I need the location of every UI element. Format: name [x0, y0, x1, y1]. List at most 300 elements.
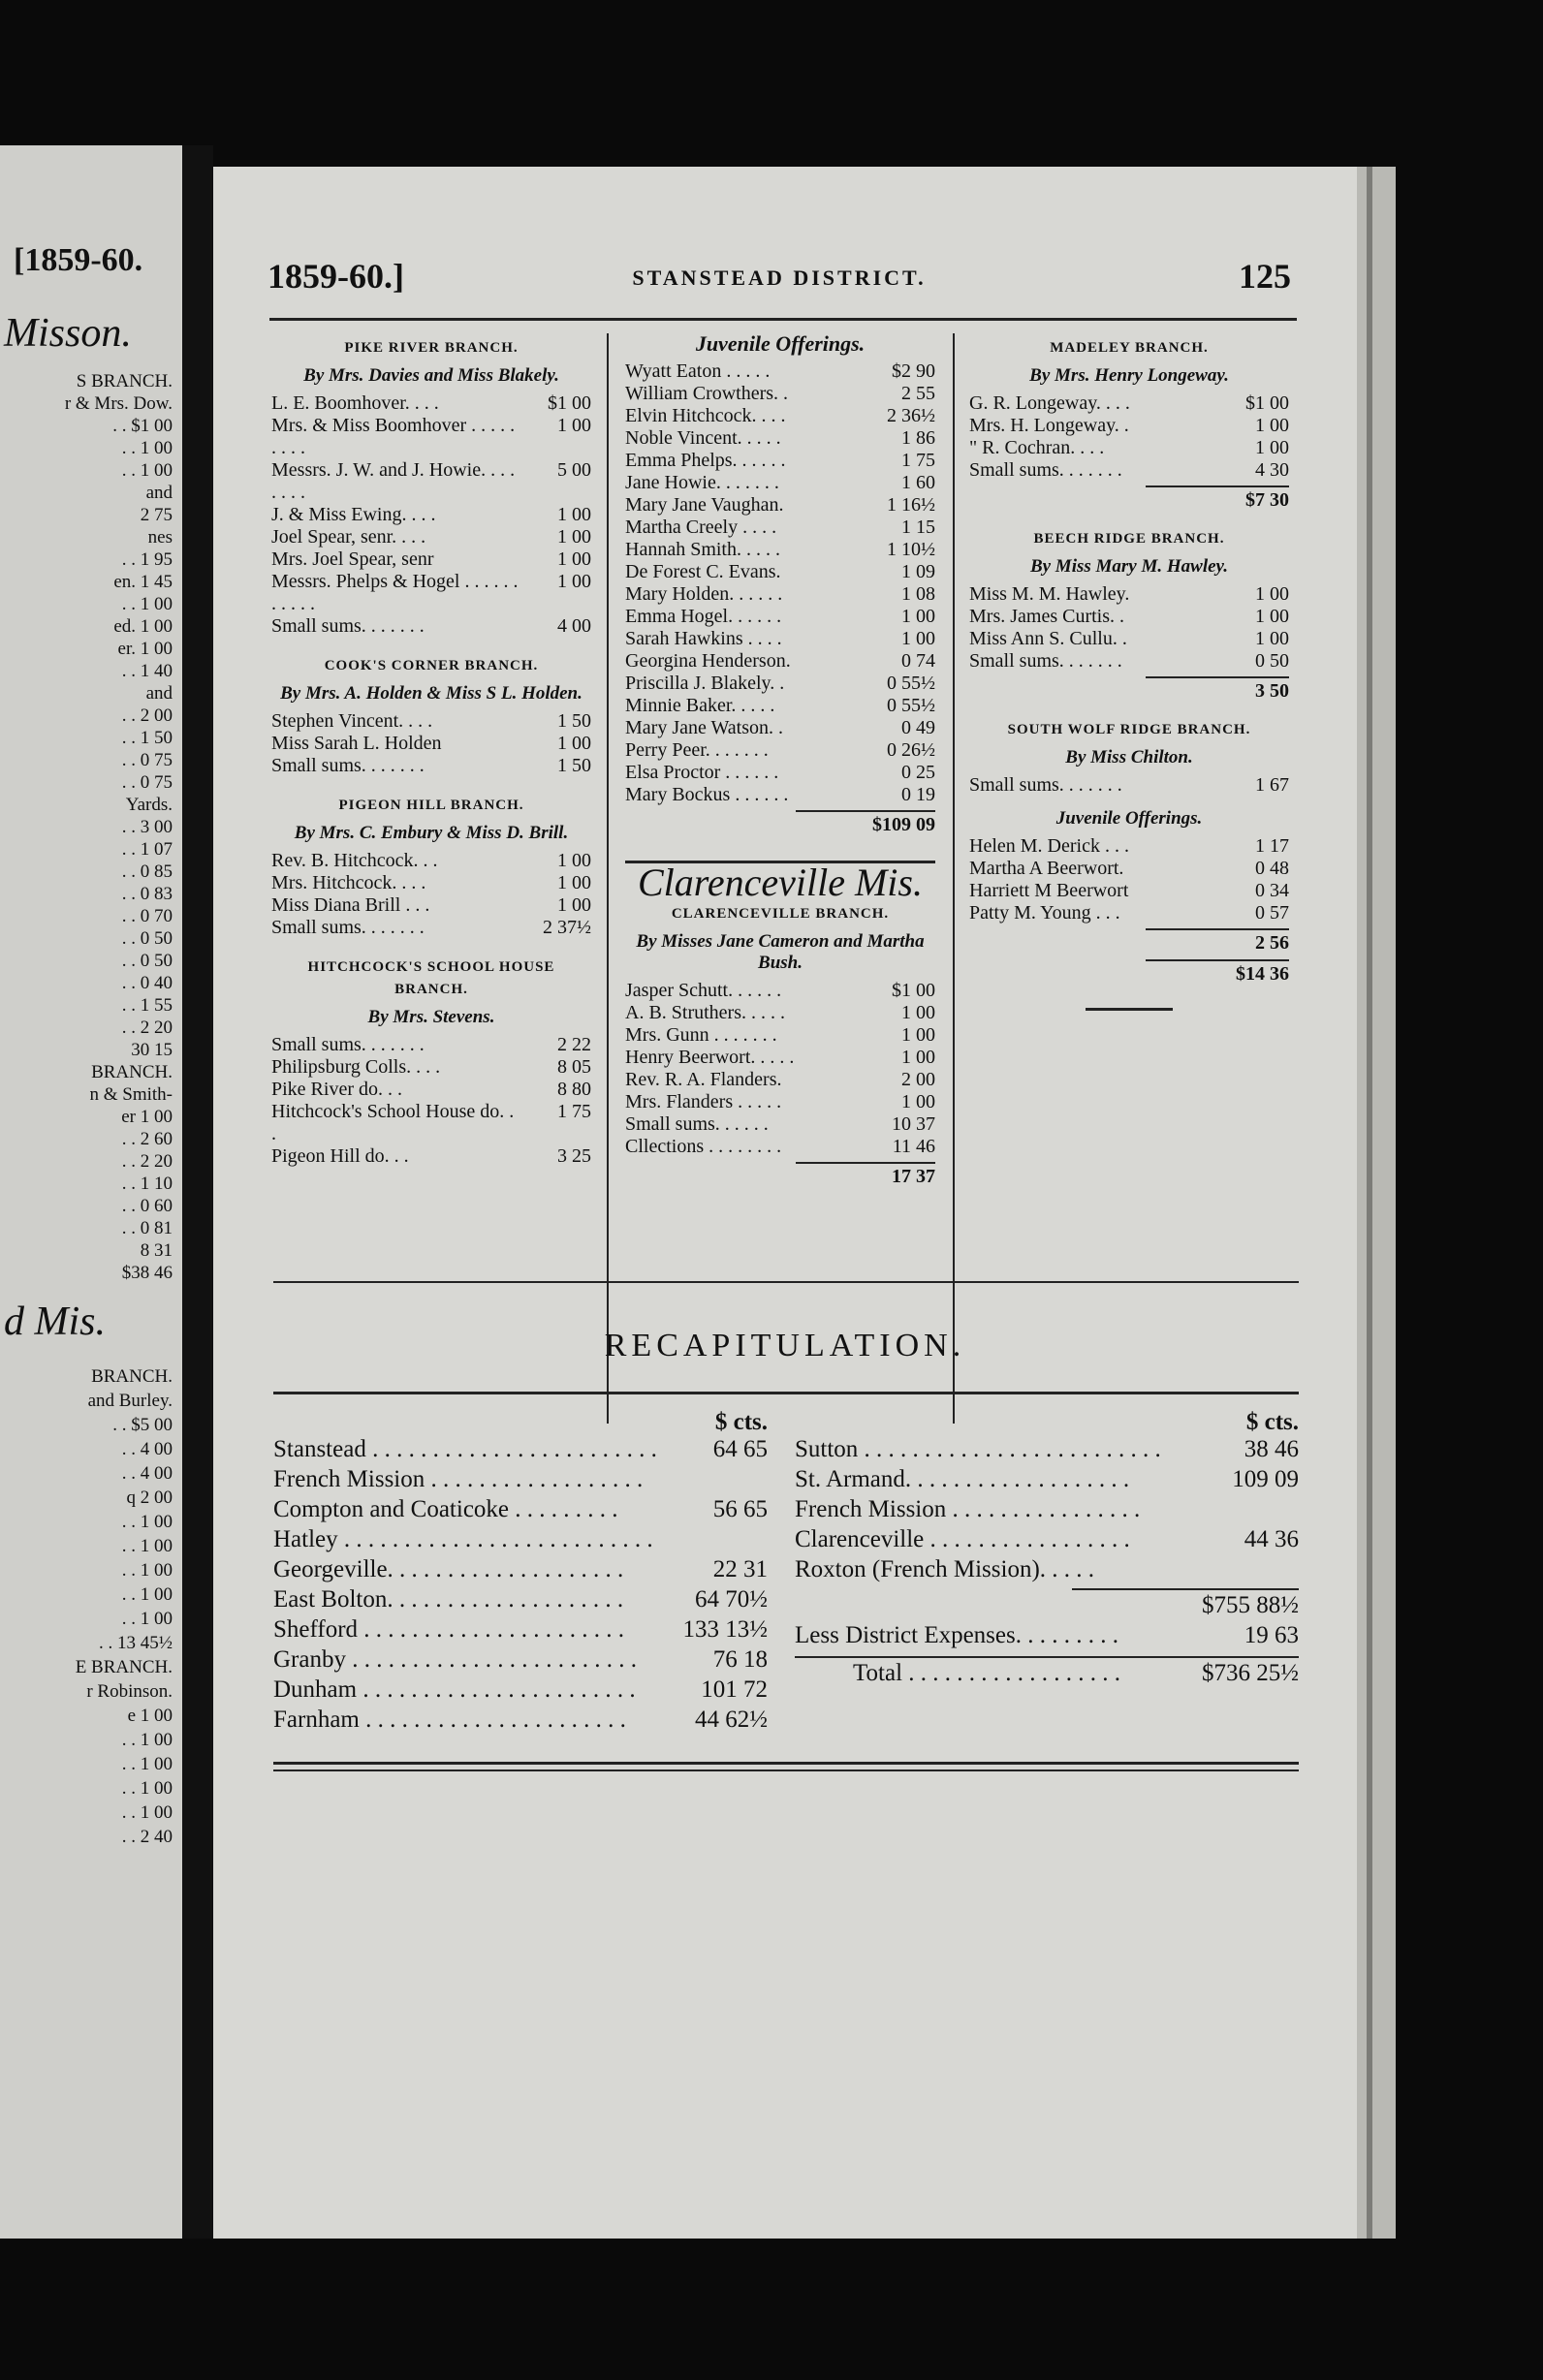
entry-name: Patty M. Young . . . — [969, 902, 1120, 924]
recap-name: French Mission . . . . . . . . . . . . . . . . . . — [273, 1466, 644, 1492]
facing-page-line: 8 31 — [140, 1240, 173, 1261]
entry-name: Mrs. Flanders . . . . . — [625, 1091, 782, 1112]
entry-amount: 0 74 — [901, 650, 935, 672]
recap-amount: 22 31 — [712, 1556, 768, 1582]
facing-page-line: . . 1 00 — [121, 1778, 173, 1799]
facing-page-line: 30 15 — [131, 1040, 173, 1060]
recap-row — [795, 1464, 1299, 1494]
entry-row — [271, 733, 591, 755]
entry-amount: 0 57 — [1255, 902, 1289, 924]
entry-name: Cllections . . . . . . . . — [625, 1136, 782, 1157]
facing-page-line: . . 1 10 — [121, 1174, 173, 1194]
branch-heading: CLARENCEVILLE BRANCH. — [671, 906, 890, 922]
recap-name: East Bolton. . . . . . . . . . . . . . . . . . . . — [273, 1586, 624, 1613]
facing-page-title-2: d Mis. — [4, 1300, 106, 1344]
entry-row — [969, 606, 1289, 628]
recap-name: Hatley . . . . . . . . . . . . . . . . . . . . . . . . . . — [273, 1526, 653, 1552]
entry-name: Miss M. M. Hawley. — [969, 583, 1130, 605]
facing-page-line: . . 2 60 — [121, 1129, 173, 1149]
entry-row — [625, 1091, 935, 1113]
entry-name: Pike River do. . . — [271, 1079, 402, 1100]
facing-page-line: r & Mrs. Dow. — [64, 393, 173, 414]
entry-row — [625, 1047, 935, 1069]
recap-name: Total . . . . . . . . . . . . . . . . . . — [853, 1660, 1121, 1686]
section-spacer — [271, 638, 591, 651]
entry-amount: 1 00 — [901, 606, 935, 627]
entry-amount: 10 37 — [892, 1113, 935, 1135]
entry-amount: 2 36½ — [887, 405, 935, 426]
entry-amount: 4 30 — [1255, 459, 1289, 481]
entry-amount: 1 50 — [557, 755, 591, 776]
facing-page-line: and — [145, 483, 173, 503]
entry-name: Small sums. . . . . . — [625, 1113, 769, 1135]
entry-amount: 2 37½ — [543, 917, 591, 938]
entry-name: Rev. R. A. Flanders. — [625, 1069, 782, 1090]
section-spacer — [969, 797, 1289, 808]
entry-name: Small sums. . . . . . . — [271, 615, 425, 637]
branch-collector: By Miss Mary M. Hawley. — [1029, 556, 1229, 577]
entry-name: Jasper Schutt. . . . . . — [625, 980, 782, 1001]
facing-page-line: . . 1 00 — [121, 1560, 173, 1581]
entry-amount: 1 75 — [901, 450, 935, 471]
facing-page-lines-2 — [4, 1364, 173, 1849]
branch-collector: By Mrs. Henry Longeway. — [1029, 365, 1229, 386]
entry-name: Miss Sarah L. Holden — [271, 733, 442, 754]
facing-page-line: nes — [147, 527, 173, 548]
entry-name: Small sums. . . . . . . — [969, 774, 1122, 796]
branch-collector: By Mrs. Davies and Miss Blakely. — [303, 365, 559, 386]
facing-page-line: en. 1 45 — [113, 572, 173, 592]
recap-row — [273, 1494, 768, 1524]
entry-row — [271, 917, 591, 939]
facing-page-line: BRANCH. — [91, 1062, 173, 1082]
entry-name: Mrs. & Miss Boomhover . . . . . . . . . — [271, 415, 516, 458]
entry-name: Philipsburg Colls. . . . — [271, 1056, 441, 1078]
entry-name: Mrs. James Curtis. . — [969, 606, 1124, 627]
entry-name: Noble Vincent. . . . . — [625, 427, 781, 449]
entry-amount: 1 00 — [557, 850, 591, 871]
header-years: 1859-60.] — [268, 257, 404, 296]
column-divider-1 — [607, 333, 609, 1424]
entry-name: Mary Bockus . . . . . . — [625, 784, 789, 805]
entry-row — [625, 450, 935, 472]
entry-row — [625, 472, 935, 494]
entry-amount: 1 00 — [901, 1091, 935, 1112]
entry-amount: 0 19 — [901, 784, 935, 805]
recap-name: Compton and Coaticoke . . . . . . . . . — [273, 1496, 618, 1522]
recap-amount: 44 62½ — [695, 1707, 768, 1733]
facing-page-fragment — [0, 145, 182, 2239]
entry-row — [625, 762, 935, 784]
entry-amount: 1 86 — [901, 427, 935, 449]
entry-name: Messrs. J. W. and J. Howie. . . . . . . . — [271, 459, 516, 503]
entry-amount: 5 00 — [557, 459, 591, 481]
entry-row — [271, 615, 591, 638]
entry-row — [625, 494, 935, 517]
entry-amount: 1 00 — [557, 571, 591, 592]
recap-name: Georgeville. . . . . . . . . . . . . . . . . . . . — [273, 1556, 624, 1582]
entry-name: Miss Ann S. Cullu. . — [969, 628, 1127, 649]
facing-page-line: . . 0 50 — [121, 951, 173, 971]
recap-name: Granby . . . . . . . . . . . . . . . . . . . . . . . . — [273, 1646, 637, 1673]
recap-top-rule — [273, 1281, 1299, 1283]
facing-page-lines — [4, 370, 173, 1284]
facing-page-line: . . 2 00 — [121, 705, 173, 726]
facing-page-line: . . 2 40 — [121, 1827, 173, 1847]
section-spacer — [969, 704, 1289, 715]
entry-amount: 0 34 — [1255, 880, 1289, 901]
branch-collector: By Mrs. Stevens. — [367, 1007, 495, 1027]
page-number: 125 — [1239, 257, 1291, 296]
recap-less-row — [795, 1620, 1299, 1650]
recap-amount: 76 18 — [712, 1646, 768, 1673]
entry-amount: 1 67 — [1255, 774, 1289, 796]
facing-page-line: ed. 1 00 — [113, 616, 173, 637]
entry-name: Elvin Hitchcock. . . . — [625, 405, 786, 426]
entry-row — [625, 695, 935, 717]
recap-name: Stanstead . . . . . . . . . . . . . . . . . . . . . . . . — [273, 1436, 657, 1462]
entry-row — [271, 392, 591, 415]
branch-collector: By Mrs. A. Holden & Miss S L. Holden. — [280, 683, 583, 704]
entry-row — [625, 606, 935, 628]
entry-name: Priscilla J. Blakely. . — [625, 673, 785, 694]
facing-page-line: . . 1 55 — [121, 995, 173, 1016]
entry-amount: $1 00 — [1245, 392, 1289, 414]
facing-page-line: . . 1 00 — [121, 1536, 173, 1556]
recap-name: Shefford . . . . . . . . . . . . . . . . . . . . . . — [273, 1616, 625, 1643]
branch-heading: MADELEY BRANCH. — [1050, 340, 1209, 356]
entry-row — [969, 650, 1289, 673]
entry-name: Henry Beerwort. . . . . — [625, 1047, 795, 1068]
recap-name: Dunham . . . . . . . . . . . . . . . . . . . . . . . — [273, 1676, 636, 1703]
entry-row — [625, 980, 935, 1002]
entry-amount: 0 49 — [901, 717, 935, 738]
entry-row — [271, 850, 591, 872]
entry-amount: 1 00 — [557, 548, 591, 570]
entry-name: Small sums. . . . . . . — [271, 1034, 425, 1055]
entry-name: Mrs. Gunn . . . . . . . — [625, 1024, 777, 1046]
entry-amount: 0 48 — [1255, 858, 1289, 879]
section-total-amount: 17 37 — [892, 1166, 935, 1187]
entry-row — [625, 784, 935, 806]
recap-total-row — [795, 1656, 1299, 1688]
entry-row — [969, 858, 1289, 880]
recap-amount: 101 72 — [701, 1676, 768, 1703]
recap-row — [273, 1614, 768, 1644]
entry-row — [969, 880, 1289, 902]
entry-name: J. & Miss Ewing. . . . — [271, 504, 436, 525]
section-total — [796, 810, 935, 837]
entry-amount: 1 00 — [1255, 606, 1289, 627]
entry-row — [969, 628, 1289, 650]
facing-page-line: . . 1 00 — [121, 438, 173, 458]
entry-name: Small sums. . . . . . . — [271, 917, 425, 938]
facing-page-line: . . 1 00 — [121, 1512, 173, 1532]
entry-name: Harriett M Beerwort — [969, 880, 1129, 901]
branch-heading: COOK'S CORNER BRANCH. — [324, 658, 539, 673]
entry-name: Wyatt Eaton . . . . . — [625, 360, 771, 382]
recap-subtotal: $755 88½ — [1202, 1592, 1299, 1618]
recap-table-rule — [273, 1392, 1299, 1394]
facing-page-line: Yards. — [125, 795, 173, 815]
facing-page-line: . . 1 00 — [121, 1584, 173, 1605]
facing-page-line: S BRANCH. — [76, 371, 173, 391]
entry-row — [271, 1101, 591, 1145]
entry-amount: 1 00 — [557, 415, 591, 436]
facing-page-line: . . 1 40 — [121, 661, 173, 681]
entry-name: Joel Spear, senr. . . . — [271, 526, 426, 548]
facing-page-line: . . 1 00 — [121, 1802, 173, 1823]
entry-amount: 1 15 — [901, 517, 935, 538]
recap-amount: 38 46 — [1244, 1436, 1299, 1462]
facing-page-line: . . 1 95 — [121, 549, 173, 570]
branch-collector: By Mrs. C. Embury & Miss D. Brill. — [294, 823, 569, 843]
entry-amount: 1 75 — [557, 1101, 591, 1122]
entry-row — [625, 383, 935, 405]
facing-page-line: . . 1 00 — [121, 1609, 173, 1629]
facing-page-line: and — [145, 683, 173, 704]
entry-row — [271, 755, 591, 777]
recap-amount: 109 09 — [1232, 1466, 1299, 1492]
entry-row — [625, 561, 935, 583]
entry-amount: 1 00 — [901, 1047, 935, 1068]
recap-name: French Mission . . . . . . . . . . . . . . . . — [795, 1496, 1141, 1522]
entry-row — [625, 427, 935, 450]
facing-page-line: . . 3 00 — [121, 817, 173, 837]
recap-name: Clarenceville . . . . . . . . . . . . . . . . . — [795, 1526, 1130, 1552]
entry-row — [969, 902, 1289, 924]
facing-page-line: . . 0 75 — [121, 772, 173, 793]
entry-row — [625, 650, 935, 673]
entry-row — [271, 548, 591, 571]
entry-row — [271, 1034, 591, 1056]
entry-amount: 0 25 — [901, 762, 935, 783]
section-spacer — [969, 513, 1289, 524]
facing-page-line: BRANCH. — [91, 1366, 173, 1387]
entry-row — [625, 1136, 935, 1158]
recap-amount: 44 36 — [1244, 1526, 1299, 1552]
entry-name: Georgina Henderson. — [625, 650, 791, 672]
entry-amount: 1 17 — [1255, 835, 1289, 857]
recap-name: Less District Expenses. . . . . . . . . — [795, 1622, 1118, 1648]
section-total-amount: $7 30 — [1245, 489, 1289, 511]
recap-name: St. Armand. . . . . . . . . . . . . . . . . . . — [795, 1466, 1130, 1492]
entry-row — [271, 504, 591, 526]
facing-page-line: . . 0 83 — [121, 884, 173, 904]
entry-amount: 2 22 — [557, 1034, 591, 1055]
recap-title: RECAPITULATION. — [604, 1328, 966, 1363]
facing-page-line: . . 0 75 — [121, 750, 173, 770]
entry-name: Hitchcock's School House do. . . — [271, 1101, 515, 1144]
entry-amount: 0 55½ — [887, 673, 935, 694]
facing-page-line: . . 4 00 — [121, 1439, 173, 1459]
recap-amount: 133 13½ — [682, 1616, 768, 1643]
entry-row — [625, 517, 935, 539]
entry-amount: 1 00 — [1255, 628, 1289, 649]
entry-row — [625, 360, 935, 383]
entry-name: Mary Jane Vaughan. — [625, 494, 784, 516]
section-spacer — [271, 939, 591, 953]
branch-collector: By Misses Jane Cameron and Martha Bush. — [636, 931, 925, 973]
facing-page-line: . . 0 70 — [121, 906, 173, 926]
page-edge — [1357, 167, 1396, 2239]
entry-amount: 8 05 — [557, 1056, 591, 1078]
entry-row — [625, 539, 935, 561]
entry-name: Martha A Beerwort. — [969, 858, 1124, 879]
header-district: STANSTEAD DISTRICT. — [632, 266, 927, 290]
entry-amount: 1 00 — [1255, 437, 1289, 458]
recap-right-column — [795, 1407, 1299, 1688]
facing-page-line: n & Smith- — [89, 1084, 173, 1105]
entry-row — [625, 739, 935, 762]
page-edge-line — [1367, 167, 1372, 2239]
entry-name: Messrs. Phelps & Hogel . . . . . . . . . . . — [271, 571, 519, 614]
entry-row — [969, 774, 1289, 797]
branch-collector: By Miss Chilton. — [1065, 747, 1193, 767]
entry-amount: 3 25 — [557, 1145, 591, 1167]
entry-amount: 1 50 — [557, 710, 591, 732]
entry-name: Small sums. . . . . . . — [969, 459, 1122, 481]
recap-amount: 64 65 — [712, 1436, 768, 1462]
recap-row — [273, 1524, 768, 1554]
entry-row — [625, 1024, 935, 1047]
facing-page-line: er. 1 00 — [117, 639, 173, 659]
entry-amount: 1 00 — [901, 1002, 935, 1023]
entry-name: Elsa Proctor . . . . . . — [625, 762, 779, 783]
recap-bottom-rule-2 — [273, 1769, 1299, 1771]
entry-amount: $2 90 — [892, 360, 935, 382]
entry-name: Jane Howie. . . . . . . — [625, 472, 779, 493]
recap-amount: 19 63 — [1244, 1622, 1299, 1648]
facing-page-line: . . 1 00 — [121, 594, 173, 614]
entry-row — [969, 835, 1289, 858]
entry-amount: $1 00 — [548, 392, 591, 414]
entry-amount: 1 00 — [1255, 415, 1289, 436]
facing-page-line: . . 2 20 — [121, 1151, 173, 1172]
facing-page-line: . . 1 50 — [121, 728, 173, 748]
section-total-amount: 3 50 — [1255, 680, 1289, 702]
branch-heading: HITCHCOCK'S SCHOOL HOUSE BRANCH. — [307, 959, 555, 997]
entry-row — [271, 894, 591, 917]
end-rule — [1086, 1008, 1173, 1011]
column-left — [271, 333, 591, 1181]
entry-amount: 1 10½ — [887, 539, 935, 560]
recap-left-column — [273, 1407, 768, 1735]
recap-row — [273, 1705, 768, 1735]
entry-name: Mrs. Hitchcock. . . . — [271, 872, 426, 893]
recap-subtotal-row — [1072, 1588, 1299, 1620]
entry-amount: 2 00 — [901, 1069, 935, 1090]
facing-page-line: . . 0 85 — [121, 861, 173, 882]
facing-page-header: [1859-60. — [14, 242, 143, 278]
entry-row — [625, 1113, 935, 1136]
facing-page-line: . . 2 20 — [121, 1018, 173, 1038]
entry-row — [969, 437, 1289, 459]
entry-row — [271, 1145, 591, 1168]
entry-amount: 1 00 — [1255, 583, 1289, 605]
recap-row — [795, 1494, 1299, 1524]
entry-name: Emma Hogel. . . . . . — [625, 606, 782, 627]
entry-name: William Crowthers. . — [625, 383, 789, 404]
facing-page-line: . . $5 00 — [112, 1415, 173, 1435]
section-total — [1146, 485, 1290, 513]
entry-name: Mrs. Joel Spear, senr — [271, 548, 434, 570]
column-divider-2 — [953, 333, 955, 1424]
entry-name: Perry Peer. . . . . . . — [625, 739, 769, 761]
facing-page-line: . . 4 00 — [121, 1463, 173, 1484]
entry-name: De Forest C. Evans. — [625, 561, 781, 582]
entry-name: Small sums. . . . . . . — [271, 755, 425, 776]
entry-row — [969, 583, 1289, 606]
facing-page-line: E BRANCH. — [75, 1657, 173, 1677]
page-125 — [213, 167, 1357, 2239]
facing-page-line: . . 1 00 — [121, 1730, 173, 1750]
entry-row — [969, 459, 1289, 482]
recap-name: Sutton . . . . . . . . . . . . . . . . . . . . . . . . . — [795, 1436, 1161, 1462]
entry-row — [271, 526, 591, 548]
entry-name: Martha Creely . . . . — [625, 517, 777, 538]
section-total — [796, 1162, 935, 1189]
entry-amount: 4 00 — [557, 615, 591, 637]
facing-page-line: . . 0 50 — [121, 928, 173, 949]
facing-page-line: and Burley. — [87, 1391, 173, 1411]
entry-row — [625, 673, 935, 695]
entry-amount: 1 00 — [557, 872, 591, 893]
entry-amount: 1 08 — [901, 583, 935, 605]
entry-row — [271, 571, 591, 615]
facing-page-line: r Robinson. — [86, 1681, 173, 1702]
recap-row — [273, 1554, 768, 1584]
entry-name: Helen M. Derick . . . — [969, 835, 1129, 857]
recap-amount: 56 65 — [712, 1496, 768, 1522]
recap-cts-label: $ cts. — [714, 1409, 768, 1435]
entry-amount: 1 00 — [557, 733, 591, 754]
entry-amount: 0 26½ — [887, 739, 935, 761]
entry-name: Rev. B. Hitchcock. . . — [271, 850, 438, 871]
entry-name: L. E. Boomhover. . . . — [271, 392, 439, 414]
entry-row — [271, 1079, 591, 1101]
facing-page-line: . . 1 00 — [121, 460, 173, 481]
recap-bottom-rule — [273, 1762, 1299, 1765]
recap-row — [273, 1675, 768, 1705]
entry-name: Hannah Smith. . . . . — [625, 539, 780, 560]
recap-row — [795, 1524, 1299, 1554]
entry-row — [625, 628, 935, 650]
entry-name: Miss Diana Brill . . . — [271, 894, 430, 916]
recap-cts-label: $ cts. — [1245, 1409, 1299, 1435]
section-total — [1146, 676, 1290, 704]
section-spacer — [271, 777, 591, 791]
recap-row — [273, 1434, 768, 1464]
section-total-amount: $14 36 — [1236, 963, 1289, 985]
entry-name: " R. Cochran. . . . — [969, 437, 1105, 458]
entry-row — [625, 583, 935, 606]
facing-page-line: . . $1 00 — [112, 416, 173, 436]
recap-amount: 64 70½ — [695, 1586, 768, 1613]
entry-row — [271, 710, 591, 733]
branch-heading: PIGEON HILL BRANCH. — [338, 798, 524, 813]
facing-page-title: Misson. — [4, 311, 132, 356]
entry-row — [625, 717, 935, 739]
entry-name: Emma Phelps. . . . . . — [625, 450, 786, 471]
entry-name: A. B. Struthers. . . . . — [625, 1002, 785, 1023]
recap-column-head — [273, 1407, 768, 1434]
recap-row — [273, 1464, 768, 1494]
book-gutter — [182, 145, 213, 2239]
entry-name: Mary Holden. . . . . . — [625, 583, 783, 605]
entry-row — [271, 1056, 591, 1079]
entry-name: Mrs. H. Longeway. . — [969, 415, 1129, 436]
